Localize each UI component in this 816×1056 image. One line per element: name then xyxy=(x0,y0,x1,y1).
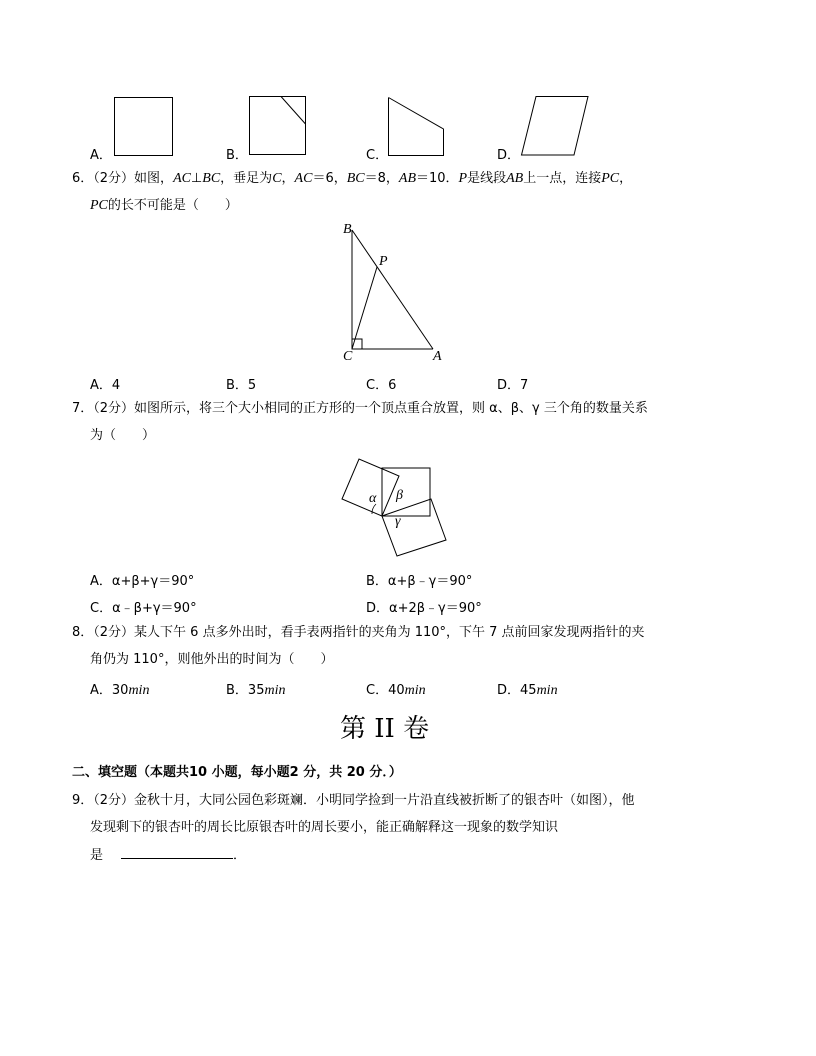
q6-line-2: PC的长不可能是（ ） xyxy=(90,198,238,213)
q6-label-p: P xyxy=(379,254,388,269)
square-icon xyxy=(114,97,174,157)
parallelogram-icon xyxy=(521,96,591,158)
q6-label-b: B xyxy=(343,222,352,237)
q8-option-d[interactable]: D．45min xyxy=(497,683,558,698)
q5-option-b-label[interactable]: B． xyxy=(226,148,248,163)
q6-option-c[interactable]: C．6 xyxy=(366,378,397,393)
q9-line-2: 发现剩下的银杏叶的周长比原银杏叶的周长要小，能正确解释这一现象的数学知识 xyxy=(90,820,559,835)
q8-option-a[interactable]: A．30min xyxy=(90,683,150,698)
q7-label-gamma: γ xyxy=(395,514,401,529)
segment-ab xyxy=(352,230,433,349)
segment-pc xyxy=(352,267,377,349)
pentagon-cut-icon xyxy=(388,97,448,157)
q6-option-b[interactable]: B．5 xyxy=(226,378,257,393)
q8-option-b[interactable]: B．35min xyxy=(226,683,286,698)
q7-option-d[interactable]: D．α+2β﹣γ＝90° xyxy=(366,601,482,616)
q6-option-a[interactable]: A．4 xyxy=(90,378,121,393)
q5-option-a-label[interactable]: A． xyxy=(90,148,112,163)
q8-line-2: 角仍为 110°，则他外出的时间为（ ） xyxy=(90,652,334,667)
q7-line-2: 为（ ） xyxy=(90,428,156,443)
q8-option-c[interactable]: C．40min xyxy=(366,683,426,698)
q9-line-1: 9．（2分）金秋十月，大同公园色彩斑斓．小明同学捡到一片沿直线被折断了的银杏叶（如图），他 xyxy=(72,793,635,808)
q5-option-d-label[interactable]: D． xyxy=(497,148,521,163)
square-cut-corner-icon xyxy=(249,96,309,156)
section-heading: 二、填空题（本题共10 小题，每小题2 分，共 20 分．） xyxy=(72,765,402,780)
q9-answer-blank[interactable] xyxy=(121,846,233,859)
q8-line-1: 8．（2分）某人下午 6 点多外出时，看手表两指针的夹角为 110°，下午 7 点前回家发现两指针的夹 xyxy=(72,625,645,640)
square-middle xyxy=(382,468,430,516)
q7-label-beta: β xyxy=(396,488,403,503)
section-title: 第 II 卷 xyxy=(340,714,430,744)
q9-line-3: 是 ． xyxy=(90,848,247,863)
q6-line-1: 6．（2分）如图，AC⊥BC，垂足为C，AC＝6，BC＝8，AB＝10．P是线段AB上一点，连接PC， xyxy=(72,171,633,186)
q6-label-c: C xyxy=(343,349,353,364)
square-bottom xyxy=(382,499,446,556)
q6-option-d[interactable]: D．7 xyxy=(497,378,529,393)
q6-triangle-figure xyxy=(340,220,450,365)
q7-line-1: 7．（2分）如图所示，将三个大小相同的正方形的一个顶点重合放置，则 α、β、γ 三个角的数量关系 xyxy=(72,401,648,416)
q7-option-b[interactable]: B．α+β﹣γ＝90° xyxy=(366,574,473,589)
q7-option-a[interactable]: A．α+β+γ＝90° xyxy=(90,574,195,589)
q7-option-c[interactable]: C．α﹣β+γ＝90° xyxy=(90,601,197,616)
q7-label-alpha: α xyxy=(369,491,377,506)
q7-three-squares-figure xyxy=(338,452,450,560)
q6-label-a: A xyxy=(433,349,442,364)
q5-option-c-label[interactable]: C． xyxy=(366,148,389,163)
